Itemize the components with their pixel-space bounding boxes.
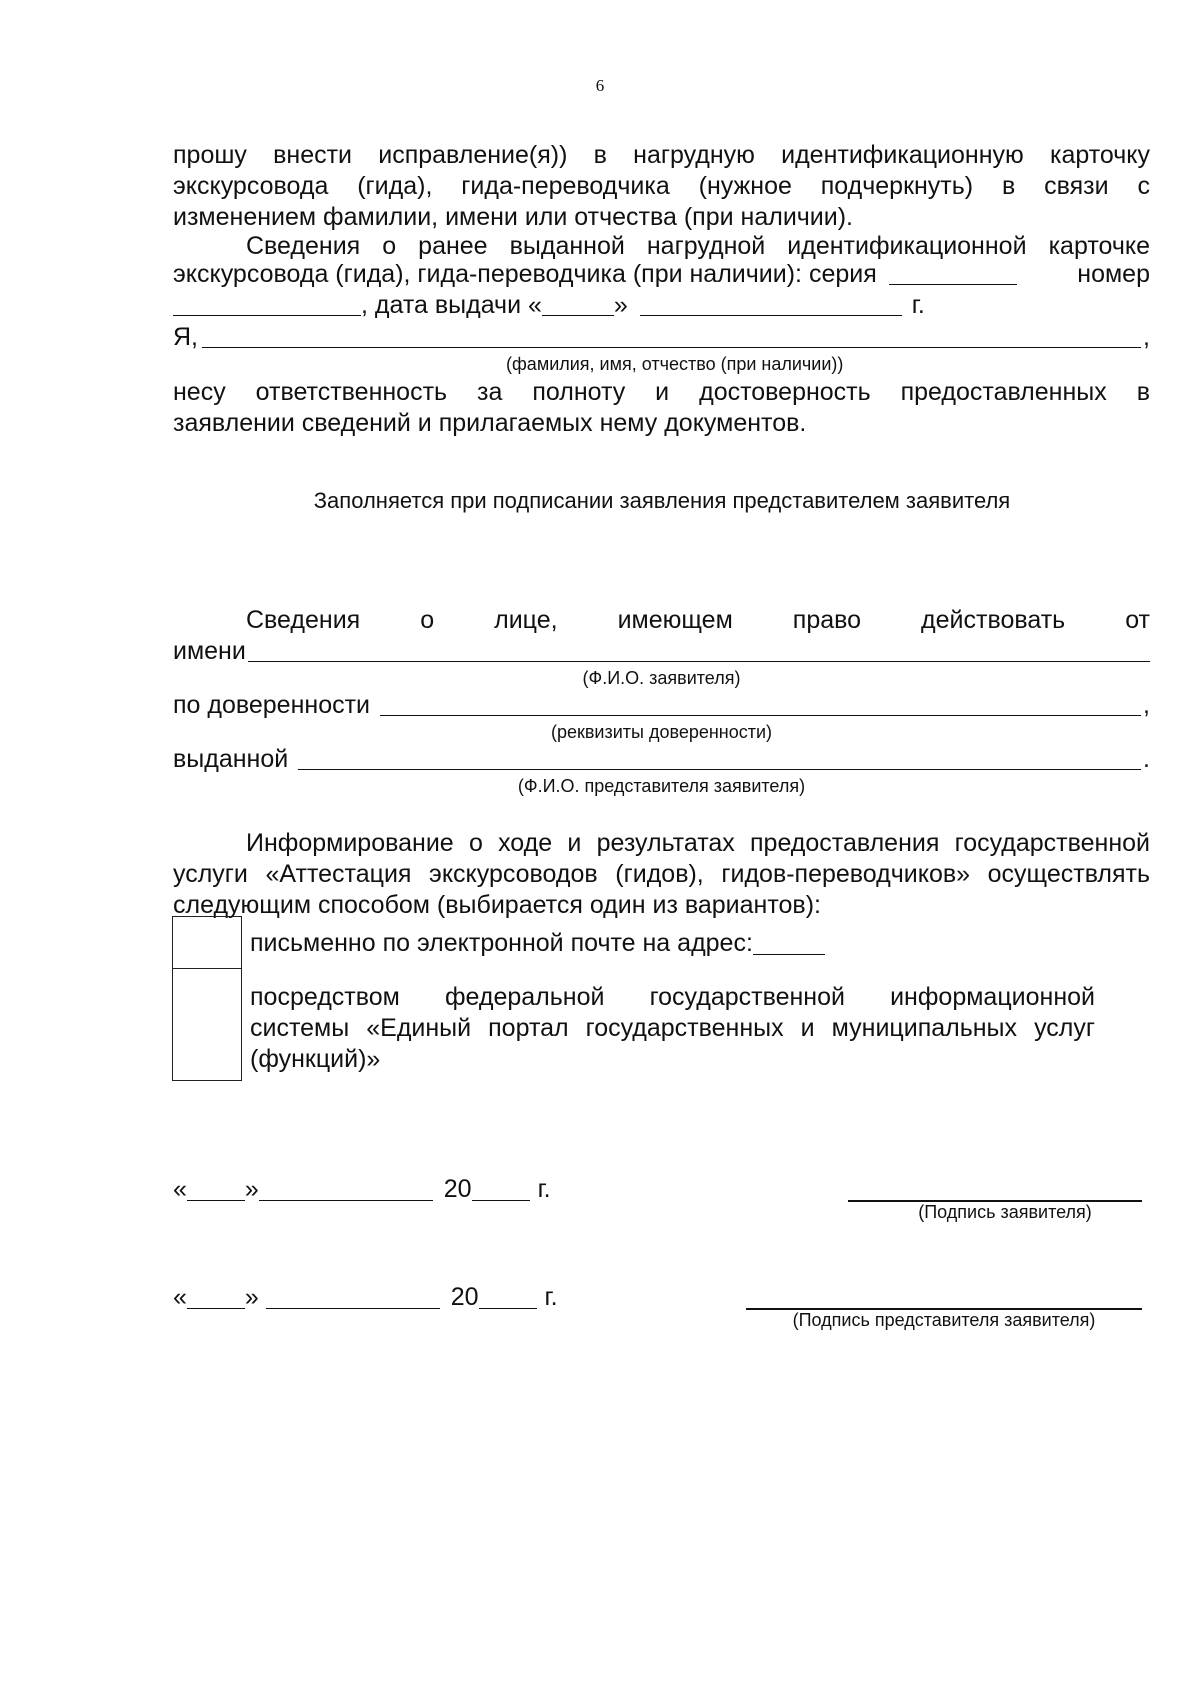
representative-date-close: » <box>244 1283 259 1311</box>
card-series-number-row <box>173 257 1150 289</box>
declaration-line-1: несу ответственность за полноту и достоверность предоставленных в <box>173 378 1150 406</box>
representative-year-suffix: г. <box>544 1283 558 1311</box>
declaration-paragraph <box>173 377 1150 439</box>
issued-suffix: . <box>1143 745 1150 773</box>
applicant-date-close: » <box>244 1175 259 1203</box>
option-email-address-field[interactable] <box>753 930 825 955</box>
applicant-date-month-field[interactable] <box>259 1176 433 1201</box>
poa-suffix: , <box>1143 691 1150 719</box>
option-portal-line-3: (функций)» <box>250 1045 381 1073</box>
applicant-signature-line[interactable] <box>848 1176 1142 1202</box>
applicant-year-field[interactable] <box>472 1176 530 1201</box>
poa-caption: (реквизиты доверенности) <box>550 722 773 742</box>
informing-line-2: услуги «Аттестация экскурсоводов (гидов), гидов-переводчиков» осуществлять <box>173 860 1150 888</box>
intro-line-2: экскурсовода (гида), гида-переводчика (нужное подчеркнуть) в связи с <box>173 172 1150 200</box>
informing-line-1: Информирование о ходе и результатах предоставления государственной <box>246 829 1150 857</box>
declaration-name-field[interactable] <box>202 323 1141 348</box>
representative-date-open: « <box>173 1283 187 1311</box>
informing-line-3: следующим способом (выбирается один из вариантов): <box>173 891 821 919</box>
intro-line-1: прошу внести исправление(я)) в нагрудную идентификационную карточку <box>173 141 1150 169</box>
applicant-date-open: « <box>173 1175 187 1203</box>
card-date-label: , дата выдачи « <box>361 291 542 319</box>
card-date-month-field[interactable] <box>640 291 902 316</box>
option-email-text: письменно по электронной почте на адрес: <box>250 929 753 957</box>
declaration-line-2: заявлении сведений и прилагаемых нему документов. <box>173 409 807 437</box>
card-series-field[interactable] <box>889 260 1017 285</box>
card-number-field[interactable] <box>173 291 361 316</box>
representative-year-field[interactable] <box>479 1284 537 1309</box>
representative-signature-line[interactable] <box>746 1284 1142 1310</box>
option-email-label <box>250 928 1090 959</box>
declaration-name-row <box>173 320 1150 352</box>
issued-caption: (Ф.И.О. представителя заявителя) <box>517 776 806 796</box>
applicant-name-prefix: имени <box>173 637 246 665</box>
option-portal-checkbox[interactable] <box>172 968 242 1081</box>
card-info-line-1: Сведения о ранее выданной нагрудной идентификационной карточке <box>246 232 1150 260</box>
card-number-label: номер <box>1077 260 1150 288</box>
declaration-suffix: , <box>1143 323 1150 351</box>
card-series-label: экскурсовода (гида), гида-переводчика (при наличии): серия <box>173 260 877 288</box>
page-number: 6 <box>595 76 605 95</box>
representative-date-month-field[interactable] <box>266 1284 440 1309</box>
declaration-name-caption: (фамилия, имя, отчество (при наличии)) <box>506 354 844 374</box>
card-date-row <box>173 288 1150 320</box>
representative-signature-caption: (Подпись представителя заявителя) <box>792 1310 1096 1330</box>
applicant-year-prefix: 20 <box>443 1175 472 1203</box>
intro-line-3: изменением фамилии, имени или отчества (при наличии). <box>173 203 854 231</box>
applicant-year-suffix: г. <box>537 1175 551 1203</box>
card-date-close-quote: » <box>613 291 628 319</box>
poa-prefix: по доверенности <box>173 691 371 719</box>
poa-row <box>173 688 1150 720</box>
applicant-name-field[interactable] <box>248 637 1150 662</box>
issued-field[interactable] <box>298 745 1141 770</box>
card-date-year-label: г. <box>911 291 925 319</box>
applicant-date-day-field[interactable] <box>187 1176 245 1201</box>
applicant-name-caption: (Ф.И.О. заявителя) <box>582 668 741 688</box>
option-portal-line-1: посредством федеральной государственной информационной <box>250 983 1095 1011</box>
representative-line-1: Сведения о лице, имеющем право действовать от <box>246 606 1150 634</box>
applicant-signature-caption: (Подпись заявителя) <box>918 1202 1092 1222</box>
representative-paragraph <box>173 605 1150 636</box>
issued-row <box>173 742 1150 774</box>
option-portal-line-2: системы «Единый портал государственных и муниципальных услуг <box>250 1014 1095 1042</box>
option-email-checkbox[interactable] <box>172 916 242 969</box>
representative-date-day-field[interactable] <box>187 1284 245 1309</box>
representative-year-prefix: 20 <box>450 1283 479 1311</box>
option-portal-label <box>250 982 1095 1075</box>
applicant-name-row <box>173 634 1150 666</box>
issued-prefix: выданной <box>173 745 289 773</box>
informing-paragraph <box>173 828 1150 921</box>
card-date-day-field[interactable] <box>542 291 614 316</box>
poa-field[interactable] <box>380 691 1141 716</box>
intro-paragraph <box>173 140 1150 233</box>
representative-section-title: Заполняется при подписании заявления представителем заявителя <box>313 488 1011 513</box>
applicant-date <box>173 1175 551 1204</box>
representative-date <box>173 1283 558 1312</box>
declaration-prefix: Я, <box>173 323 198 351</box>
